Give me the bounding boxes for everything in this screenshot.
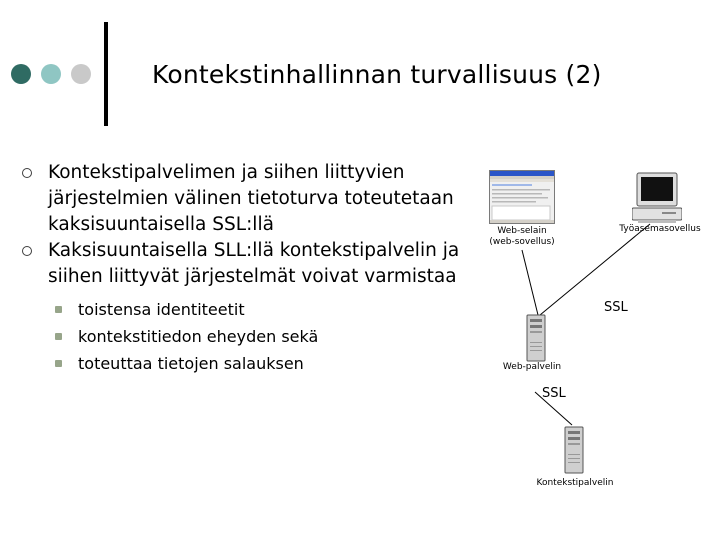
sub-bullet-square-icon [55, 360, 62, 367]
web-browser-sublabel: (web-sovellus) [489, 237, 555, 247]
workstation-label: Työasemasovellus [619, 224, 701, 234]
ssl-label-upper: SSL [604, 300, 628, 315]
web-browser-label: Web-selain [497, 226, 547, 236]
sub-bullet-square-icon [55, 306, 62, 313]
browser-webserver-line [522, 250, 538, 315]
workstation-computer-icon [632, 172, 682, 224]
bullet-list [22, 160, 482, 377]
web-server-icon [526, 314, 546, 362]
bullet-ring-icon [22, 168, 32, 178]
sub-bullet-item [22, 350, 482, 377]
dot-light-teal [41, 64, 61, 84]
slide-title: Kontekstinhallinnan turvallisuus (2) [152, 60, 602, 89]
context-server-label: Kontekstipalvelin [536, 478, 614, 488]
bullet-text: Kontekstipalvelimen ja siihen liittyvien järjestelmien välinen tietoturva toteutetaan kaksisuuntaisella SSL:llä [48, 162, 454, 235]
sub-bullet-list [22, 296, 482, 377]
sub-bullet-text: toteuttaa tietojen salauksen [78, 354, 304, 373]
web-browser-icon [489, 170, 555, 224]
dot-dark-teal [11, 64, 31, 84]
bullet-item [22, 160, 482, 238]
dot-grey [71, 64, 91, 84]
bullet-ring-icon [22, 246, 32, 256]
sub-bullet-text: kontekstitiedon eheyden sekä [78, 327, 319, 346]
ssl-label-lower: SSL [542, 386, 566, 401]
sub-bullet-square-icon [55, 333, 62, 340]
sub-bullet-item [22, 296, 482, 323]
bullet-text: Kaksisuuntaisella SLL:llä kontekstipalvelin ja siihen liittyvät järjestelmät voivat varmistaa [48, 240, 460, 287]
context-server-icon [564, 426, 584, 474]
web-server-label: Web-palvelin [502, 362, 562, 372]
sub-bullet-text: toistensa identiteetit [78, 300, 245, 319]
bullet-item [22, 238, 482, 290]
sub-bullet-item [22, 323, 482, 350]
architecture-diagram [480, 160, 720, 500]
title-divider [104, 22, 108, 126]
decorative-dots [11, 64, 95, 86]
